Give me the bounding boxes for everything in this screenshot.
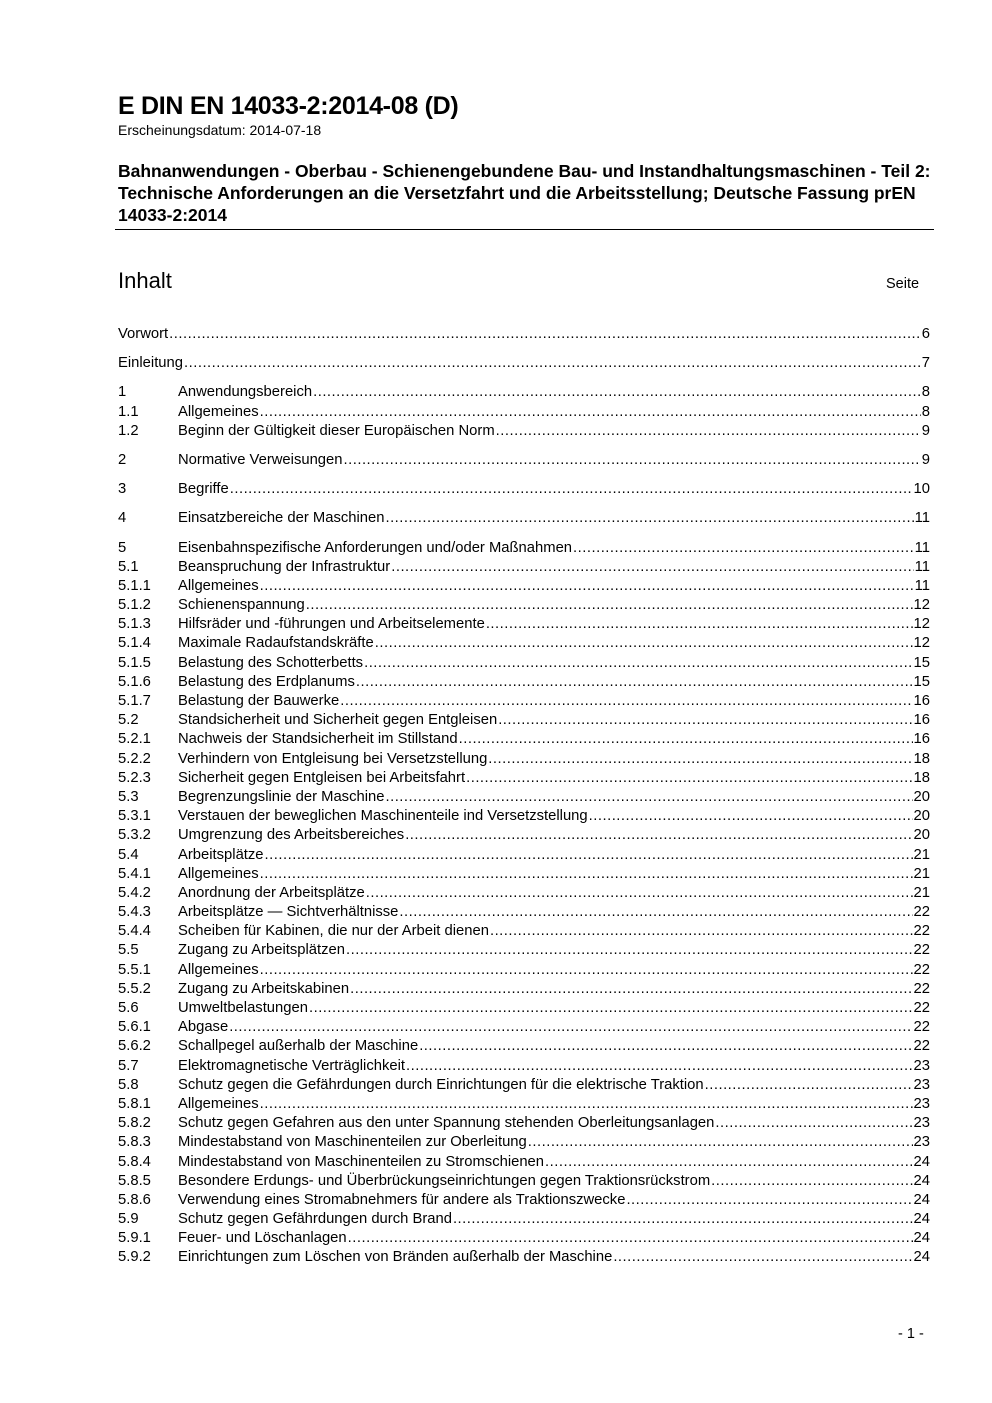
toc-entry-number: 5.2	[118, 712, 139, 729]
toc-entry-page: 9	[921, 451, 930, 468]
dot-leader	[528, 1133, 913, 1152]
toc-entry-page: 24	[913, 1153, 930, 1170]
toc-entry-number: 2	[118, 451, 127, 468]
toc-entry[interactable]	[118, 711, 930, 730]
toc-entry-page: 23	[913, 1115, 930, 1132]
toc-entry-number: 5.1.5	[118, 654, 151, 671]
toc-entry[interactable]	[118, 1172, 930, 1191]
toc-entry-number: 5.1.6	[118, 673, 151, 690]
dot-leader	[399, 903, 912, 922]
toc-entry-number: 5.9.2	[118, 1249, 151, 1266]
toc-entry-title: Verwendung eines Stromabnehmers für andere als Traktionszwecke	[178, 1191, 626, 1208]
toc-entry-number: 5.6.2	[118, 1038, 151, 1055]
toc-entry[interactable]	[118, 1248, 930, 1267]
dot-leader	[406, 1057, 913, 1076]
toc-entry[interactable]	[118, 1191, 930, 1210]
toc-entry-title: Besondere Erdungs- und Überbrückungseinrichtungen gegen Traktionsrückstrom	[178, 1172, 711, 1189]
toc-entry-title: Beginn der Gültigkeit dieser Europäischen Norm	[178, 422, 495, 439]
toc-entry-title: Scheiben für Kabinen, die nur der Arbeit dienen	[178, 923, 489, 940]
toc-entry-page: 22	[913, 942, 930, 959]
toc-entry-page: 20	[913, 827, 930, 844]
toc-entry-title: Nachweis der Standsicherheit im Stillstand	[178, 731, 458, 748]
toc-group	[118, 509, 930, 528]
toc-entry-title: Vorwort	[118, 326, 169, 342]
toc-entry-title: Belastung der Bauwerke	[178, 693, 340, 709]
toc-entry-title: Schienenspannung	[178, 597, 305, 614]
toc-entry-title: Arbeitsplätze — Sichtverhältnisse	[178, 904, 399, 921]
toc-entry-number: 5.8.4	[118, 1153, 151, 1170]
toc-entry-number: 5.6	[118, 1000, 139, 1016]
toc-entry-number: 5.8.5	[118, 1172, 151, 1189]
dot-leader	[265, 846, 913, 865]
toc-page-label: Seite	[886, 276, 920, 292]
toc-entry-number: 5.1.4	[118, 635, 151, 652]
toc-entry[interactable]	[118, 1229, 930, 1248]
dot-leader	[375, 634, 913, 653]
toc-entry-title: Umweltbelastungen	[178, 1000, 308, 1016]
toc-heading: Inhalt	[118, 268, 172, 293]
toc-entry-title: Mindestabstand von Maschinenteilen zu Stromschienen	[178, 1153, 545, 1170]
dot-leader	[705, 1076, 913, 1095]
toc-entry-title: Normative Verweisungen	[178, 451, 343, 468]
toc-entry-page: 11	[914, 558, 930, 575]
toc-entry-number: 5.9.1	[118, 1230, 151, 1247]
toc-entry-title: Allgemeines	[178, 1095, 259, 1112]
toc-entry-page: 22	[913, 980, 930, 997]
toc-entry-page: 24	[913, 1191, 930, 1208]
toc-entry-number: 5.4.1	[118, 865, 151, 882]
toc-entry-page: 24	[913, 1172, 930, 1189]
toc-entry-page: 10	[913, 481, 930, 498]
toc-entry[interactable]	[118, 980, 930, 999]
toc-entry-title: Schutz gegen die Gefährdungen durch Einrichtungen für die elektrische Traktion	[178, 1076, 704, 1093]
toc-entry[interactable]	[118, 480, 930, 499]
dot-leader	[306, 596, 913, 615]
toc-group	[118, 325, 930, 344]
dot-leader	[229, 1018, 912, 1037]
toc-entry-page: 12	[913, 597, 930, 614]
dot-leader	[385, 788, 912, 807]
toc-entry[interactable]	[118, 596, 930, 615]
dot-leader	[309, 999, 913, 1018]
toc-entry[interactable]	[118, 577, 930, 596]
page-number: - 1 -	[898, 1326, 924, 1342]
toc-entry-page: 8	[921, 384, 930, 401]
toc-entry-title: Allgemeines	[178, 577, 259, 594]
toc-entry-number: 5.6.1	[118, 1019, 151, 1036]
toc-entry-number: 5.4.3	[118, 904, 151, 921]
toc-entry-page: 24	[913, 1249, 930, 1266]
toc-entry-number: 5.4.4	[118, 923, 151, 940]
toc-entry-title: Hilfsräder und -führungen und Arbeitselemente	[178, 616, 485, 633]
toc-entry-page: 21	[913, 884, 930, 901]
toc-entry-page: 11	[914, 510, 930, 527]
toc-entry[interactable]	[118, 807, 930, 826]
toc-entry-title: Verstauen der beweglichen Maschinenteile ind Versetzstellung	[178, 808, 588, 825]
toc-entry-number: 5.2.3	[118, 769, 151, 786]
toc-entry-page: 23	[913, 1095, 930, 1112]
toc-entry-number: 5.5.1	[118, 961, 151, 978]
toc-entry[interactable]	[118, 1018, 930, 1037]
toc-entry[interactable]	[118, 509, 930, 528]
toc-entry-number: 4	[118, 510, 127, 527]
toc-entry-title: Allgemeines	[178, 961, 259, 978]
toc-entry[interactable]	[118, 1153, 930, 1172]
toc-entry-title: Mindestabstand von Maschinenteilen zur Oberleitung	[178, 1134, 527, 1151]
dot-leader	[453, 1210, 913, 1229]
dot-leader	[466, 769, 912, 788]
dot-leader	[459, 730, 913, 749]
toc-entry-page: 15	[913, 673, 930, 690]
toc-entry-title: Belastung des Erdplanums	[178, 673, 355, 690]
toc-entry-title: Schutz gegen Gefährdungen durch Brand	[178, 1211, 452, 1228]
dot-leader	[385, 509, 913, 528]
document-title: Bahnanwendungen - Oberbau - Schienengebundene Bau- und Instandhaltungsmaschinen - Teil 2: Technische Anforderungen an die Versetzfahrt und die Arbeitsstellung; Deutsche Fassung prEN 14033-2:2014	[118, 161, 931, 225]
toc-entry[interactable]	[118, 1057, 930, 1076]
toc-entry-page: 9	[921, 422, 930, 439]
toc-entry-page: 18	[913, 769, 930, 786]
toc-entry[interactable]	[118, 826, 930, 845]
toc-entry-title: Elektromagnetische Verträglichkeit	[178, 1057, 405, 1074]
toc-entry[interactable]	[118, 634, 930, 653]
toc-entry-title: Arbeitsplätze	[178, 846, 264, 863]
dot-leader	[486, 615, 913, 634]
toc-group	[118, 354, 930, 373]
toc-entry-title: Begriffe	[178, 481, 229, 498]
toc-entry[interactable]	[118, 1037, 930, 1056]
toc-entry-page: 16	[913, 712, 930, 729]
toc-entry-number: 5.3.2	[118, 827, 151, 844]
toc-entry-title: Abgase	[178, 1019, 229, 1036]
toc-entry-number: 5.1	[118, 558, 139, 575]
publication-date: Erscheinungsdatum: 2014-07-18	[118, 122, 322, 138]
toc-entry-number: 5.8.2	[118, 1115, 151, 1132]
toc-entry[interactable]	[118, 403, 930, 422]
toc-entry-number: 5.5.2	[118, 980, 151, 997]
dot-leader	[346, 941, 913, 960]
dot-leader	[344, 451, 921, 470]
toc-entry-title: Eisenbahnspezifische Anforderungen und/oder Maßnahmen	[178, 539, 573, 556]
toc-entry[interactable]	[118, 325, 930, 344]
toc-entry-title: Feuer- und Löschanlagen	[178, 1230, 347, 1247]
toc-entry[interactable]	[118, 383, 930, 402]
toc-entry-page: 23	[913, 1076, 930, 1093]
toc-entry[interactable]	[118, 558, 930, 577]
toc-entry[interactable]	[118, 730, 930, 749]
dot-leader	[356, 673, 913, 692]
toc-entry-page: 16	[913, 731, 930, 748]
toc-entry-number: 5.5	[118, 942, 139, 959]
toc-entry-page: 22	[913, 904, 930, 921]
dot-leader	[230, 480, 913, 499]
toc-entry-number: 5.4.2	[118, 884, 151, 901]
toc-entry-number: 5.2.2	[118, 750, 151, 767]
dot-leader	[260, 961, 913, 980]
toc-entry-number: 5.9	[118, 1211, 139, 1228]
toc-entry-page: 22	[913, 1000, 930, 1016]
toc-entry-title: Umgrenzung des Arbeitsbereiches	[178, 827, 405, 844]
toc-entry[interactable]	[118, 903, 930, 922]
toc-entry[interactable]	[118, 692, 930, 711]
toc-entry-page: 16	[913, 693, 930, 709]
toc-entry-page: 23	[913, 1057, 930, 1074]
toc-entry[interactable]	[118, 422, 930, 441]
toc-entry-page: 8	[921, 403, 930, 420]
toc-entry-title: Anwendungsbereich	[178, 384, 313, 401]
toc-group	[118, 383, 930, 441]
dot-leader	[260, 865, 913, 884]
dot-leader	[496, 422, 921, 441]
dot-leader	[340, 692, 912, 711]
dot-leader	[184, 354, 921, 373]
dot-leader	[348, 1229, 913, 1248]
toc-entry-number: 5.1.3	[118, 616, 151, 633]
toc-group	[118, 480, 930, 499]
toc-entry[interactable]	[118, 615, 930, 634]
toc-entry-number: 5.3.1	[118, 808, 151, 825]
toc-entry-page: 22	[913, 1038, 930, 1055]
dot-leader	[488, 750, 912, 769]
toc-entry-title: Belastung des Schotterbetts	[178, 654, 364, 671]
toc-entry[interactable]	[118, 846, 930, 865]
toc-entry-page: 22	[913, 1019, 930, 1036]
dot-leader	[626, 1191, 912, 1210]
toc-entry[interactable]	[118, 865, 930, 884]
dot-leader	[169, 325, 921, 344]
title-rule	[115, 229, 934, 230]
dot-leader	[573, 539, 914, 558]
toc-entry[interactable]	[118, 1095, 930, 1114]
toc-entry-number: 5.8	[118, 1076, 139, 1093]
toc-entry-number: 1.1	[118, 403, 139, 420]
toc-entry[interactable]	[118, 922, 930, 941]
toc-entry-title: Allgemeines	[178, 403, 259, 420]
toc-entry[interactable]	[118, 654, 930, 673]
toc-entry-number: 5.1.2	[118, 597, 151, 614]
dot-leader	[715, 1114, 912, 1133]
dot-leader	[711, 1172, 912, 1191]
toc-entry-title: Maximale Radaufstandskräfte	[178, 635, 374, 652]
toc-entry-title: Schutz gegen Gefahren aus den unter Spannung stehenden Oberleitungsanlagen	[178, 1115, 715, 1132]
dot-leader	[350, 980, 912, 999]
toc-entry-number: 5.4	[118, 846, 139, 863]
dot-leader	[391, 558, 913, 577]
toc-entry[interactable]	[118, 1076, 930, 1095]
toc-entry-page: 23	[913, 1134, 930, 1151]
toc-entry-page: 12	[913, 635, 930, 652]
toc-entry[interactable]	[118, 539, 930, 558]
dot-leader	[490, 922, 913, 941]
dot-leader	[613, 1248, 912, 1267]
toc-entry[interactable]	[118, 884, 930, 903]
toc-entry[interactable]	[118, 451, 930, 470]
toc-entry-title: Schallpegel außerhalb der Maschine	[178, 1038, 419, 1055]
toc-entry-title: Anordnung der Arbeitsplätze	[178, 884, 365, 901]
toc-entry[interactable]	[118, 354, 930, 373]
toc-entry-page: 15	[913, 654, 930, 671]
toc-entry[interactable]	[118, 673, 930, 692]
toc-entry-page: 6	[921, 326, 930, 342]
toc-entry[interactable]	[118, 999, 930, 1018]
toc-entry-number: 3	[118, 481, 127, 498]
toc-entry-number: 5.8.6	[118, 1191, 151, 1208]
toc-entry-number: 5.8.1	[118, 1095, 151, 1112]
toc-entry-number: 5	[118, 539, 127, 556]
dot-leader	[405, 826, 912, 845]
toc-entry-number: 5.2.1	[118, 731, 151, 748]
toc-entry-title: Beanspruchung der Infrastruktur	[178, 558, 391, 575]
toc-entry[interactable]	[118, 961, 930, 980]
toc-entry[interactable]	[118, 1210, 930, 1229]
toc-entry-title: Zugang zu Arbeitsplätzen	[178, 942, 345, 959]
toc-entry-number: 5.1.7	[118, 693, 151, 709]
toc-entry-page: 21	[913, 846, 930, 863]
toc-entry-page: 24	[913, 1230, 930, 1247]
toc-entry-number: 1	[118, 384, 127, 401]
toc-entry-page: 20	[913, 808, 930, 825]
toc-entry-title: Einsatzbereiche der Maschinen	[178, 510, 385, 527]
toc-entry[interactable]	[118, 1133, 930, 1152]
toc-entry-page: 24	[913, 1211, 930, 1228]
toc-entry-title: Allgemeines	[178, 865, 259, 882]
toc-entry-page: 12	[913, 616, 930, 633]
toc-entry[interactable]	[118, 941, 930, 960]
toc-entry-title: Sicherheit gegen Entgleisen bei Arbeitsfahrt	[178, 769, 466, 786]
dot-leader	[589, 807, 913, 826]
toc-entry-page: 18	[913, 750, 930, 767]
toc-entry-title: Zugang zu Arbeitskabinen	[178, 980, 350, 997]
dot-leader	[545, 1153, 913, 1172]
toc-entry-page: 20	[913, 788, 930, 805]
toc-entry-title: Verhindern von Entgleisung bei Versetzstellung	[178, 750, 488, 767]
toc-entry[interactable]	[118, 750, 930, 769]
toc-entry-title: Begrenzungslinie der Maschine	[178, 788, 385, 805]
dot-leader	[260, 1095, 913, 1114]
toc-entry-page: 22	[913, 923, 930, 940]
dot-leader	[419, 1037, 912, 1056]
dot-leader	[498, 711, 912, 730]
toc-entry[interactable]	[118, 1114, 930, 1133]
toc-group	[118, 451, 930, 470]
toc-entry-page: 11	[914, 539, 930, 556]
toc-entry-title: Einrichtungen zum Löschen von Bränden außerhalb der Maschine	[178, 1249, 613, 1266]
toc-entry-title: Standsicherheit und Sicherheit gegen Entgleisen	[178, 712, 498, 729]
toc-entry-number: 5.3	[118, 788, 139, 805]
dot-leader	[260, 577, 914, 596]
dot-leader	[313, 383, 921, 402]
document-id: E DIN EN 14033-2:2014-08 (D)	[118, 92, 459, 120]
toc-entry-number: 5.7	[118, 1057, 139, 1074]
toc-entry-number: 1.2	[118, 422, 139, 439]
toc-entry-number: 5.8.3	[118, 1134, 151, 1151]
dot-leader	[364, 654, 912, 673]
dot-leader	[260, 403, 921, 422]
toc-entry-page: 21	[913, 865, 930, 882]
toc-entry-page: 11	[914, 577, 930, 594]
toc-entry[interactable]	[118, 769, 930, 788]
toc-entry-page: 7	[921, 355, 930, 372]
toc-entry-number: 5.1.1	[118, 577, 151, 594]
toc-entry[interactable]	[118, 788, 930, 807]
toc-entry-page: 22	[913, 961, 930, 978]
table-of-contents	[118, 325, 930, 1278]
toc-entry-title: Einleitung	[118, 355, 183, 372]
dot-leader	[366, 884, 913, 903]
toc-group	[118, 539, 930, 1268]
